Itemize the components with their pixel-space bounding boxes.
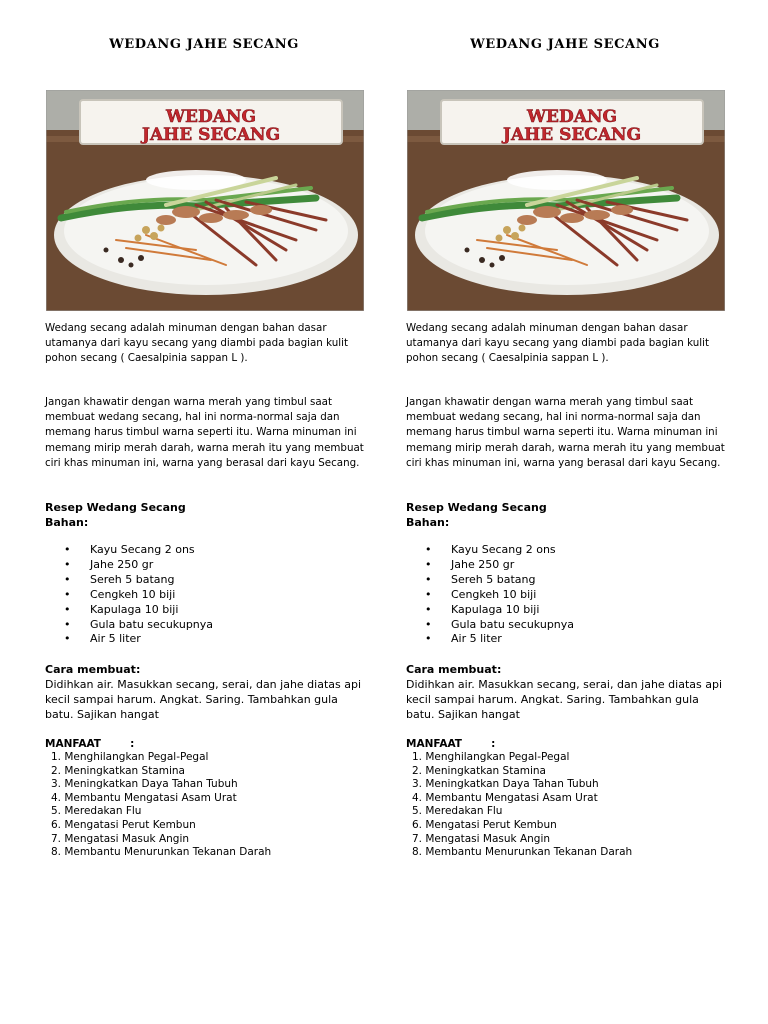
ingredient-item: • Air 5 liter: [64, 632, 141, 646]
bullet-icon: •: [64, 543, 71, 556]
benefit-item: 4. Membantu Mengatasi Asam Urat: [51, 791, 237, 804]
ingredient-item: • Jahe 250 gr: [425, 557, 515, 571]
benefit-item: 8. Membantu Menurunkan Tekanan Darah: [412, 846, 633, 859]
method-text: Didihkan air. Masukkan secang, serai, dan jahe diatas api kecil sampai harum. Angkat. Saring. Tambahkan gula batu. Sajikan hangat: [45, 678, 362, 721]
benefit-item: 1. Menghilangkan Pegal-Pegal: [412, 751, 570, 763]
ingredients-label: Bahan:: [406, 516, 450, 529]
ingredient-item: • Gula batu secukupnya: [64, 617, 214, 631]
ingredient-item: • Cengkeh 10 biji: [64, 587, 176, 601]
bullet-icon: •: [64, 602, 71, 616]
bullet-icon: •: [64, 572, 71, 586]
ingredient-item: • Sereh 5 batang: [64, 572, 175, 586]
ingredient-item: • Kayu Secang 2 ons: [64, 543, 195, 556]
ingredients-list: [406, 543, 574, 647]
benefit-item: 4. Membantu Mengatasi Asam Urat: [412, 791, 598, 804]
ingredient-item: • Air 5 liter: [425, 632, 502, 646]
ingredients-list: [45, 543, 213, 647]
ingredient-item: • Jahe 250 gr: [64, 557, 154, 571]
bullet-icon: •: [425, 572, 432, 586]
flyer-left: [45, 0, 375, 1024]
method-text: Didihkan air. Masukkan secang, serai, dan jahe diatas api kecil sampai harum. Angkat. Saring. Tambahkan gula batu. Sajikan hangat: [406, 678, 723, 721]
benefits-list: [45, 751, 271, 860]
bullet-icon: •: [64, 557, 71, 571]
benefit-item: 2. Meningkatkan Stamina: [51, 764, 185, 777]
benefit-item: 5. Meredakan Flu: [51, 805, 142, 818]
benefits-label: MANFAAT :: [406, 738, 496, 750]
ingredient-item: • Kapulaga 10 biji: [64, 602, 179, 616]
ingredients-label: Bahan:: [45, 516, 89, 529]
ingredient-item: • Sereh 5 batang: [425, 572, 536, 586]
bullet-icon: •: [425, 632, 432, 646]
benefit-item: 6. Mengatasi Perut Kembun: [412, 818, 557, 831]
benefit-item: 6. Mengatasi Perut Kembun: [51, 818, 196, 831]
method-label: Cara membuat:: [406, 663, 502, 676]
note-paragraph: Jangan khawatir dengan warna merah yang timbul saat membuat wedang secang, hal ini norma-normal saja dan memang harus timbul warna seperti itu. Warna minuman ini memang mirip merah darah, warna merah itu yang membuat ciri khas minuman ini, warna yang berasal dari kayu Secang.: [406, 396, 725, 469]
bullet-icon: •: [425, 543, 432, 556]
svg-text:JAHE SECANG: JAHE SECANG: [141, 125, 281, 145]
svg-text:JAHE SECANG: JAHE SECANG: [502, 125, 642, 145]
bullet-icon: •: [64, 617, 71, 631]
benefits-label: MANFAAT :: [45, 738, 135, 750]
bullet-icon: •: [425, 557, 432, 571]
benefit-item: 7. Mengatasi Masuk Angin: [51, 832, 190, 845]
ingredient-item: • Cengkeh 10 biji: [425, 587, 537, 601]
product-photo-illustration: [407, 90, 725, 311]
ingredient-item: • Kayu Secang 2 ons: [425, 543, 556, 556]
product-photo: [46, 90, 364, 311]
benefit-item: 1. Menghilangkan Pegal-Pegal: [51, 751, 209, 763]
intro-paragraph: Wedang secang adalah minuman dengan bahan dasar utamanya dari kayu secang yang diambi pada bagian kulit pohon secang ( Caesalpinia sappan L ).: [406, 322, 710, 365]
product-photo-illustration: [46, 90, 364, 311]
bullet-icon: •: [425, 587, 432, 601]
benefit-item: 8. Membantu Menurunkan Tekanan Darah: [51, 846, 272, 859]
product-photo: [407, 90, 725, 311]
bullet-icon: •: [64, 632, 71, 646]
bullet-icon: •: [425, 617, 432, 631]
benefit-item: 3. Meningkatkan Daya Tahan Tubuh: [412, 778, 599, 791]
recipe-title: Resep Wedang Secang: [406, 501, 547, 514]
ingredient-item: • Gula batu secukupnya: [425, 617, 575, 631]
intro-paragraph: Wedang secang adalah minuman dengan bahan dasar utamanya dari kayu secang yang diambi pada bagian kulit pohon secang ( Caesalpinia sappan L ).: [45, 322, 349, 365]
benefit-item: 5. Meredakan Flu: [412, 805, 503, 818]
recipe-title: Resep Wedang Secang: [45, 501, 186, 514]
flyer-title: WEDANG JAHE SECANG: [109, 37, 299, 52]
benefits-list: [406, 751, 632, 860]
svg-text:WEDANG: WEDANG: [526, 107, 618, 127]
note-paragraph: Jangan khawatir dengan warna merah yang timbul saat membuat wedang secang, hal ini norma-normal saja dan memang harus timbul warna seperti itu. Warna minuman ini memang mirip merah darah, warna merah itu yang membuat ciri khas minuman ini, warna yang berasal dari kayu Secang.: [45, 396, 364, 469]
flyer-right: [406, 0, 736, 1024]
ingredient-item: • Kapulaga 10 biji: [425, 602, 540, 616]
bullet-icon: •: [64, 587, 71, 601]
benefit-item: 7. Mengatasi Masuk Angin: [412, 832, 551, 845]
flyer-title: WEDANG JAHE SECANG: [470, 37, 660, 52]
benefit-item: 2. Meningkatkan Stamina: [412, 764, 546, 777]
bullet-icon: •: [425, 602, 432, 616]
svg-text:WEDANG: WEDANG: [165, 107, 257, 127]
method-label: Cara membuat:: [45, 663, 141, 676]
benefit-item: 3. Meningkatkan Daya Tahan Tubuh: [51, 778, 238, 791]
